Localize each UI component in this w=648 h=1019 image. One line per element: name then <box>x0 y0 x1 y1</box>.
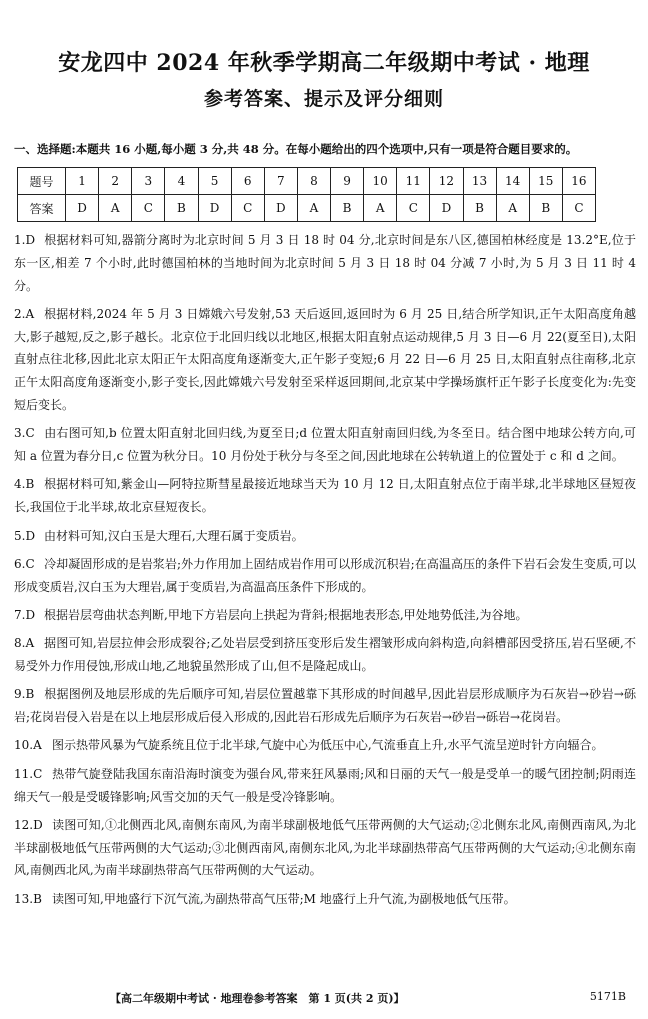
explanation-item <box>14 683 636 729</box>
item-explanation-text: 由右图可知,b 位置太阳直射北回归线,为夏至日;d 位置太阳直射南回归线,为冬至日。结合图中地球公转方向,可知 a 位置为春分日,c 位置为秋分日。10 月份处于秋分与冬至之间,因此地球在公转轨道上的位置处于 c 和 d 之间。 <box>14 426 636 464</box>
explanation-item <box>14 422 636 468</box>
explanation-list <box>14 229 636 911</box>
question-number-cell: 14 <box>496 168 529 195</box>
question-number-cell: 11 <box>397 168 430 195</box>
item-explanation-text: 根据材料可知,紫金山—阿特拉斯彗星最接近地球当天为 10 月 12 日,太阳直射点位于南半球,北半球地区昼短夜长,我国位于北半球,故北京昼短夜长。 <box>14 477 636 515</box>
item-explanation-text: 热带气旋登陆我国东南沿海时演变为强台风,带来狂风暴雨;风和日丽的天气一般是受单一的暖气团控制;阴雨连绵天气一般是受暖锋影响;风雪交加的天气一般是受冷锋影响。 <box>14 766 636 804</box>
answer-cell: B <box>165 195 198 222</box>
answer-row <box>18 195 596 222</box>
item-explanation-text: 根据图例及地层形成的先后顺序可知,岩层位置越靠下其形成的时间越早,因此岩层形成顺序为石灰岩→砂岩→砾岩;花岗岩侵入岩是在以上地层形成后侵入形成的,因此岩石形成先后顺序为石灰岩→砂岩→砾岩→花岗岩。 <box>14 687 636 725</box>
item-explanation-text: 根据材料可知,器箭分离时为北京时间 5 月 3 日 18 时 04 分,北京时间是东八区,德国柏林经度是 13.2°E,位于东一区,相差 7 个小时,此时德国柏林的当地时间为北京时间 5 月 3 日 18 时 04 分减 7 小时,为 5 月 3 日 11 时 4 分。 <box>14 233 636 293</box>
answer-cell: D <box>430 195 463 222</box>
question-number-cell: 13 <box>463 168 496 195</box>
explanation-item <box>14 888 636 911</box>
row-label-question: 题号 <box>18 168 66 195</box>
explanation-item <box>14 734 636 757</box>
page-footer: 【高二年级期中考试 · 地理卷参考答案 第 1 页(共 2 页)】 <box>110 992 405 1005</box>
item-answer-label: 2.A <box>14 306 35 321</box>
answer-cell: D <box>66 195 99 222</box>
item-answer-label: 9.B <box>14 687 35 702</box>
explanation-item <box>14 763 636 809</box>
answer-cell: A <box>99 195 132 222</box>
question-number-cell: 4 <box>165 168 198 195</box>
answer-cell: C <box>397 195 430 222</box>
item-answer-label: 8.A <box>14 636 35 651</box>
explanation-item <box>14 229 636 297</box>
explanation-item <box>14 473 636 519</box>
answer-cell: D <box>264 195 297 222</box>
explanation-item <box>14 525 636 548</box>
answer-cell: A <box>496 195 529 222</box>
item-answer-label: 4.B <box>14 477 35 492</box>
item-answer-label: 5.D <box>14 528 36 543</box>
section-heading: 一、选择题:本题共 16 小题,每小题 3 分,共 48 分。在每小题给出的四个选项中,只有一项是符合题目要求的。 <box>14 142 578 156</box>
explanation-item <box>14 814 636 882</box>
item-explanation-text: 冷却凝固形成的是岩浆岩;外力作用加上固结成岩作用可以形成沉积岩;在高温高压的条件下岩石会发生变质,可以形成变质岩,汉白玉为大理岩,属于变质岩,为高温高压条件下形成的。 <box>14 556 636 594</box>
answer-cell: C <box>132 195 165 222</box>
item-answer-label: 11.C <box>14 766 43 781</box>
page-title: 安龙四中 2024 年秋季学期高二年级期中考试 · 地理 <box>58 50 590 76</box>
item-explanation-text: 图示热带风暴为气旋系统且位于北半球,气旋中心为低压中心,气流垂直上升,水平气流呈逆时针方向辐合。 <box>52 738 604 753</box>
item-answer-label: 6.C <box>14 556 35 571</box>
item-answer-label: 13.B <box>14 891 42 906</box>
answer-cell: B <box>331 195 364 222</box>
item-explanation-text: 读图可知,①北侧西北风,南侧东南风,为南半球副极地低气压带两侧的大气运动;②北侧东北风,南侧西南风,为北半球副极地低气压带两侧的大气运动;③北侧西南风,南侧东北风,为北半球副热带高气压带两侧的大气运动;④北侧东南风,南侧西北风,为南半球副热带高气压带两侧的大气运动。 <box>14 817 636 878</box>
answer-cell: A <box>364 195 397 222</box>
row-label-answer: 答案 <box>18 195 66 222</box>
question-number-cell: 12 <box>430 168 463 195</box>
item-explanation-text: 由材料可知,汉白玉是大理石,大理石属于变质岩。 <box>44 528 304 543</box>
item-answer-label: 7.D <box>14 607 36 622</box>
question-number-cell: 2 <box>99 168 132 195</box>
question-number-cell: 1 <box>66 168 99 195</box>
question-number-cell: 10 <box>364 168 397 195</box>
question-number-cell: 15 <box>529 168 562 195</box>
answer-cell: C <box>562 195 595 222</box>
page-subtitle: 参考答案、提示及评分细则 <box>203 88 444 110</box>
item-explanation-text: 据图可知,岩层拉伸会形成裂谷;乙处岩层受到挤压变形后发生褶皱形成向斜构造,向斜槽部因受挤压,岩石坚硬,不易受外力作用侵蚀,形成山地,乙地貌虽然形成了山,但不是隆起成山。 <box>14 636 636 674</box>
question-number-cell: 8 <box>297 168 330 195</box>
item-explanation-text: 根据材料,2024 年 5 月 3 日嫦娥六号发射,53 天后返回,返回时为 6 月 25 日,结合所学知识,正午太阳高度角越大,影子越短,反之,影子越长。北京位于北回归线以北地区,根据太阳直射点运动规律,5 月 3 日—6 月 22(夏至日),太阳直射点往北移,因此北京太阳正午太阳高度角逐渐变大,正午影子变短;6 月 22 日—6 月 25 日,太阳直射点往南移,北京正午太阳高度角逐渐变小,影子变长,因此嫦娥六号发射至采样返回期间,北京某中学操场旗杆正午影子长度变化为:先变短后变长。 <box>14 306 636 413</box>
explanation-item <box>14 553 636 599</box>
question-number-cell: 6 <box>231 168 264 195</box>
item-answer-label: 12.D <box>14 817 43 832</box>
item-explanation-text: 读图可知,甲地盛行下沉气流,为副热带高气压带;M 地盛行上升气流,为副极地低气压带。 <box>52 891 516 906</box>
question-number-cell: 5 <box>198 168 231 195</box>
question-number-cell: 7 <box>264 168 297 195</box>
answer-cell: A <box>297 195 330 222</box>
explanation-item <box>14 632 636 678</box>
answer-cell: B <box>529 195 562 222</box>
question-number-row <box>18 168 596 195</box>
paper-code: 5171B <box>589 990 626 1003</box>
item-answer-label: 1.D <box>14 233 36 247</box>
answer-cell: D <box>198 195 231 222</box>
question-number-cell: 9 <box>331 168 364 195</box>
question-number-cell: 3 <box>132 168 165 195</box>
answer-table <box>17 167 596 222</box>
item-answer-label: 10.A <box>14 738 42 753</box>
explanation-item <box>14 303 636 417</box>
answer-cell: B <box>463 195 496 222</box>
item-answer-label: 3.C <box>14 426 35 441</box>
question-number-cell: 16 <box>562 168 595 195</box>
explanation-item <box>14 604 636 627</box>
item-explanation-text: 根据岩层弯曲状态判断,甲地下方岩层向上拱起为背斜;根据地表形态,甲处地势低洼,为谷地。 <box>44 607 528 622</box>
answer-cell: C <box>231 195 264 222</box>
